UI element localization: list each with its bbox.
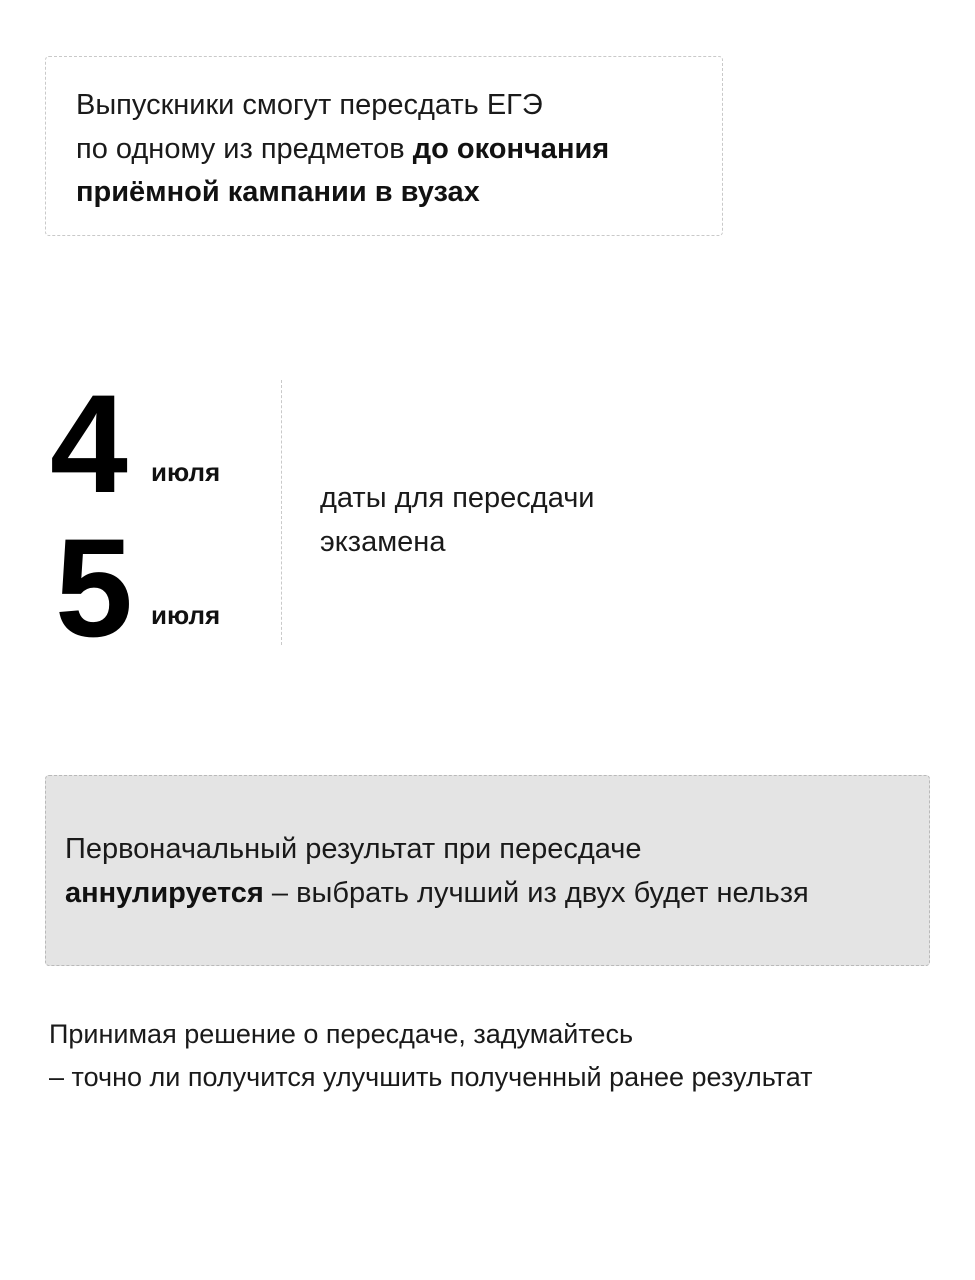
date-month-2: июля	[151, 600, 221, 630]
intro-line-1: Выпускники смогут пересдать ЕГЭ	[76, 89, 543, 121]
dates-divider	[281, 380, 282, 645]
intro-box	[45, 56, 723, 236]
intro-line-2	[76, 128, 609, 172]
dates-caption-line-2: экзамена	[320, 525, 446, 558]
footer-line-2: – точно ли получится улучшить полученный ранее результат	[49, 1062, 813, 1092]
date-month-1: июля	[151, 457, 221, 487]
date-day-2: 5	[55, 509, 129, 666]
date-day-1: 4	[50, 365, 124, 522]
intro-text	[76, 84, 609, 215]
notice-line-2	[65, 872, 809, 916]
intro-line-2-regular: по одному из предметов	[76, 132, 413, 165]
intro-line-3: приёмной кампании в вузах	[76, 176, 480, 208]
footer-line-1: Принимая решение о пересдаче, задумайтесь	[49, 1019, 634, 1049]
footer-text	[49, 1013, 813, 1099]
dates-caption	[320, 477, 595, 564]
notice-line-2-regular: – выбрать лучший из двух будет нельзя	[263, 876, 809, 909]
notice-box	[45, 775, 930, 966]
dates-caption-line-1: даты для пересдачи	[320, 482, 595, 514]
notice-text	[65, 828, 809, 915]
intro-line-2-bold: до окончания	[412, 132, 610, 165]
notice-line-2-bold: аннулируется	[65, 876, 264, 909]
notice-line-1: Первоначальный результат при пересдаче	[65, 833, 642, 865]
